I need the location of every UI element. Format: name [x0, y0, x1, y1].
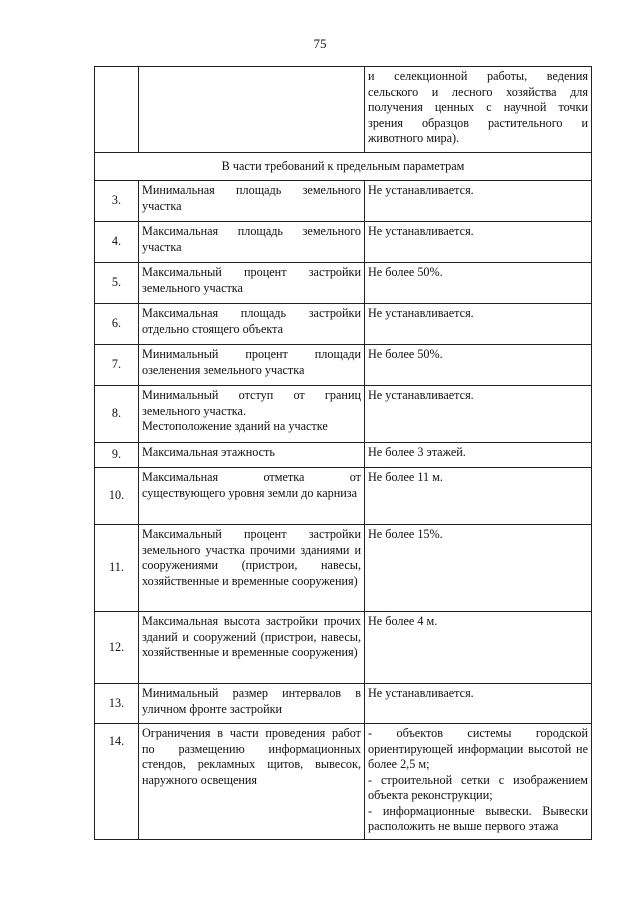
row-number: 10.	[95, 468, 139, 525]
section-title: В части требований к предельным параметрам	[95, 153, 592, 181]
parameter-name: Максимальная высота застройки прочих зданий и сооружений (пристрои, навесы, хозяйственные и временные сооружения)	[139, 612, 365, 684]
table-row	[95, 263, 592, 304]
parameter-name: Максимальная площадь застройки отдельно стоящего объекта	[139, 304, 365, 345]
table-row	[95, 468, 592, 525]
parameter-value: Не устанавливается.	[365, 684, 592, 724]
row-number: 6.	[95, 304, 139, 345]
table-row	[95, 386, 592, 443]
empty-cell	[139, 67, 365, 153]
table-row	[95, 345, 592, 386]
table-row	[95, 222, 592, 263]
parameter-value: Не более 11 м.	[365, 468, 592, 525]
parameter-value: Не более 50%.	[365, 263, 592, 304]
parameter-name: Максимальная отметка от существующего уровня земли до карниза	[139, 468, 365, 525]
row-number: 13.	[95, 684, 139, 724]
row-number: 4.	[95, 222, 139, 263]
table-row	[95, 181, 592, 222]
parameter-name: Максимальная площадь земельного участка	[139, 222, 365, 263]
parameter-value: Не более 3 этажей.	[365, 443, 592, 468]
row-number: 12.	[95, 612, 139, 684]
parameter-name: Ограничения в части проведения работ по размещению информационных стендов, рекламных щитов, вывесок, наружного освещения	[139, 724, 365, 840]
table-row	[95, 684, 592, 724]
parameter-name: Максимальный процент застройки земельного участка	[139, 263, 365, 304]
row-number: 5.	[95, 263, 139, 304]
row-number: 9.	[95, 443, 139, 468]
table-row	[95, 525, 592, 612]
parameter-name: Минимальный размер интервалов в уличном фронте застройки	[139, 684, 365, 724]
parameters-table	[94, 66, 592, 840]
table-row	[95, 612, 592, 684]
parameter-value: Не устанавливается.	[365, 181, 592, 222]
parameter-value: Не более 4 м.	[365, 612, 592, 684]
parameter-name: Минимальный процент площади озеленения земельного участка	[139, 345, 365, 386]
table-row-continuation	[95, 67, 592, 153]
parameter-value: Не устанавливается.	[365, 222, 592, 263]
parameter-name: Максимальный процент застройки земельного участка прочими зданиями и сооружениями (пристрои, навесы, хозяйственные и временные сооружения)	[139, 525, 365, 612]
row-number: 7.	[95, 345, 139, 386]
table-row	[95, 724, 592, 840]
parameter-name: Минимальная площадь земельного участка	[139, 181, 365, 222]
parameter-value: - объектов системы городской ориентирующей информации высотой не более 2,5 м; - строительной сетки с изображением объекта реконструкции; - информационные вывески. Вывески расположить не выше первого этажа	[365, 724, 592, 840]
continuation-cell: и селекционной работы, ведения сельского и лесного хозяйства для получения ценных с научной точки зрения образцов растительного и животного мира).	[365, 67, 592, 153]
row-number: 14.	[95, 724, 139, 840]
row-number: 8.	[95, 386, 139, 443]
table-row	[95, 304, 592, 345]
parameter-value: Не более 50%.	[365, 345, 592, 386]
parameter-value: Не более 15%.	[365, 525, 592, 612]
parameter-name: Минимальный отступ от границ земельного участка. Местоположение зданий на участке	[139, 386, 365, 443]
parameter-value: Не устанавливается.	[365, 304, 592, 345]
table-row	[95, 443, 592, 468]
row-number: 11.	[95, 525, 139, 612]
page-number: 75	[313, 36, 327, 51]
parameter-name: Максимальная этажность	[139, 443, 365, 468]
empty-cell	[95, 67, 139, 153]
row-number: 3.	[95, 181, 139, 222]
parameter-value: Не устанавливается.	[365, 386, 592, 443]
table-row-section	[95, 153, 592, 181]
